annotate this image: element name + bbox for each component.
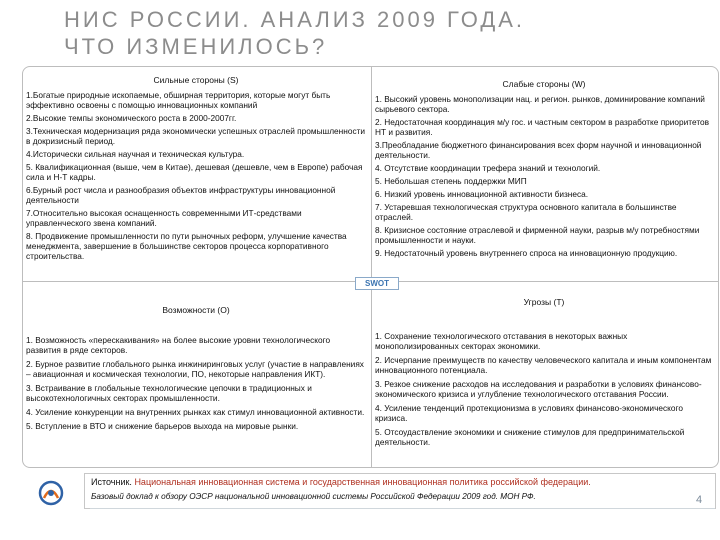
- weaknesses-heading: Слабые стороны (W): [502, 79, 586, 89]
- strength-item: 6.Бурный рост числа и разнообразия объектов инфраструктуры инновационной деятельности: [26, 185, 336, 205]
- strength-item: 8. Продвижение промышленности по пути рыночных реформ, улучшение качества менеджмента, завершение в большинстве секторов процесса корпоративного строительства.: [26, 231, 347, 261]
- strength-item: 1.Богатые природные ископаемые, обширная территория, которые могут быть эффективно освоены с помощью инновационных компаний: [26, 90, 331, 110]
- source-line: [91, 477, 591, 487]
- source-title: Национальная инновационная система и государственная инновационная политика российской федерации.: [134, 477, 591, 487]
- swot-label: SWOT: [355, 277, 399, 290]
- opportunity-item: 2. Бурное развитие глобального рынка инжиниринговых услуг (участие в направлениях – авиационная и космическая технологии, ПО, некоторые направления ИКТ).: [26, 359, 364, 379]
- strength-item: 5. Квалификационная (выше, чем в Китае), дешевая (дешевле, чем в Европе) рабочая сила и Н-Т кадры.: [26, 162, 363, 182]
- source-box: [84, 473, 716, 509]
- threat-item: 1. Сохранение технологического отставания в некоторых важных монополизированных секторах экономики.: [375, 331, 628, 351]
- strengths-heading: Сильные стороны (S): [153, 75, 239, 85]
- weakness-item: 5. Небольшая степень поддержки МИП: [375, 176, 527, 186]
- weakness-item: 9. Недостаточный уровень внутреннего спроса на инновационную продукцию.: [375, 248, 678, 258]
- weakness-item: 6. Низкий уровень инновационной активности бизнеса.: [375, 189, 589, 199]
- strength-item: 3.Техническая модернизация ряда экономически успешных отраслей промышленности в докризисный период.: [26, 126, 366, 146]
- weakness-item: 3.Преобладание бюджетного финансирования всех форм научной и инновационной деятельности.: [375, 140, 702, 160]
- strengths-quadrant: [26, 75, 366, 264]
- threat-item: 3. Резкое снижение расходов на исследования и разработки в условиях финансово-экономического кризиса и углубление технологического отставания России.: [375, 379, 702, 399]
- footer-divider: [90, 508, 715, 509]
- weakness-item: 2. Недостаточная координация м/у гос. и частным сектором в разработке приоритетов НТ и развития.: [375, 117, 710, 137]
- slide-title: [64, 6, 525, 60]
- weakness-item: 1. Высокий уровень монополизации нац. и регион. рынков, доминирование компаний сырьевого сектора.: [375, 94, 705, 114]
- opportunities-quadrant: [26, 305, 366, 435]
- opportunities-heading: Возможности (О): [162, 305, 230, 315]
- strength-item: 2.Высокие темпы экономического роста в 2000-2007гг.: [26, 113, 237, 123]
- weakness-item: 7. Устаревшая технологическая структура основного капитала в большинстве отраслей.: [375, 202, 677, 222]
- swot-board: [22, 66, 719, 468]
- opportunity-item: 3. Встраивание в глобальные технологические цепочки в традиционных и высокотехнологичных секторах промышленности.: [26, 383, 312, 403]
- opportunity-item: 1. Возможность «перескакивания» на более высокие уровни технологического развития в ряде секторов.: [26, 335, 331, 355]
- ministry-logo-icon: [38, 480, 64, 506]
- page-number: 4: [696, 494, 703, 506]
- weakness-item: 8. Кризисное состояние отраслевой и фирменной науки, разрыв м/у потребностями промышленности и науки.: [375, 225, 700, 245]
- strength-item: 4.Исторически сильная научная и техническая культура.: [26, 149, 245, 159]
- strength-item: 7.Относительно высокая оснащенность современными ИТ-средствами управленческого звена компаний.: [26, 208, 302, 228]
- threats-heading: Угрозы (Т): [523, 297, 565, 307]
- slide-title-line-2: ЧТО ИЗМЕНИЛОСЬ?: [64, 34, 328, 59]
- source-note: Базовый доклад к обзору ОЭСР национальной инновационной системы Российской Федерации 2009 год. МОН РФ.: [91, 492, 536, 501]
- threat-item: 2. Исчерпание преимуществ по качеству человеческого капитала и иным компонентам инновационного потенциала.: [375, 355, 712, 375]
- weaknesses-quadrant: [375, 79, 713, 261]
- opportunity-item: 4. Усиление конкуренции на внутренних рынках как стимул инновационной активности.: [26, 407, 365, 417]
- threat-item: 5. Отсоудаствление экономики и снижение стимулов для предпринимательской деятельности.: [375, 427, 685, 447]
- threat-item: 4. Усиление тенденций протекционизма в условиях финансово-экономического кризиса.: [375, 403, 683, 423]
- threats-quadrant: [375, 297, 713, 451]
- source-label: Источник.: [91, 477, 132, 487]
- opportunity-item: 5. Вступление в ВТО и снижение барьеров выхода на мировые рынки.: [26, 421, 299, 431]
- vertical-divider: [371, 67, 372, 467]
- weakness-item: 4. Отсутствие координации трефера знаний и технологий.: [375, 163, 601, 173]
- slide-title-line-1: НИС РОССИИ. АНАЛИЗ 2009 ГОДА.: [64, 7, 526, 32]
